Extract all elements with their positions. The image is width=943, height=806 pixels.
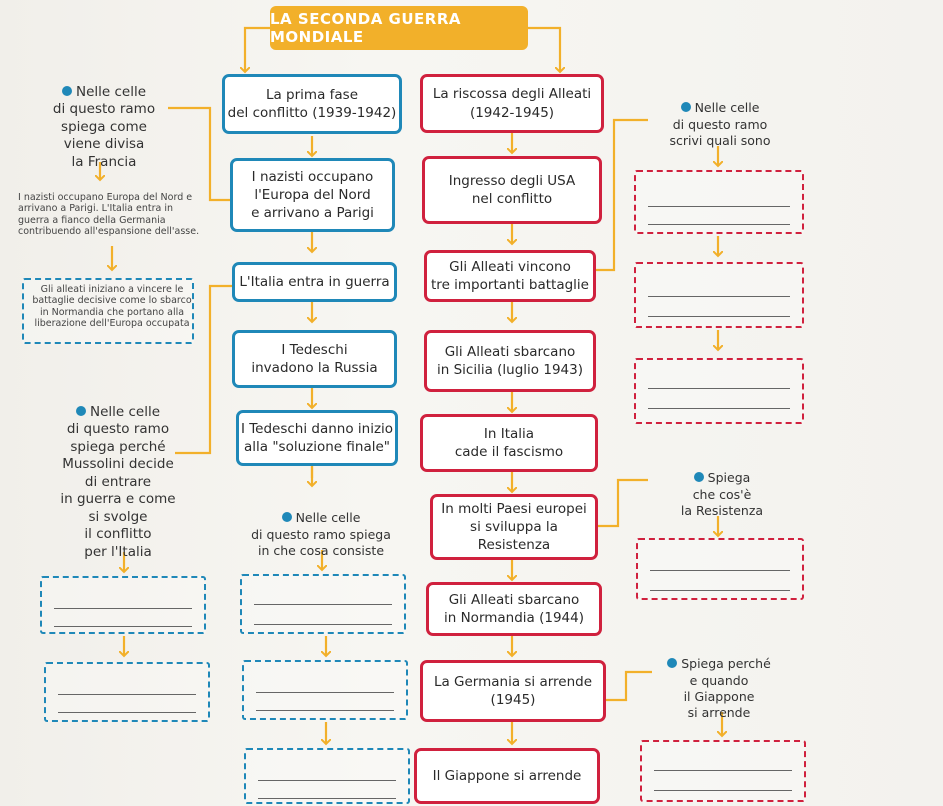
prompt-center: Nelle celle di questo ramo spiega in che cosa consiste — [251, 510, 391, 558]
prompt-right-1: Nelle celle di questo ramo scrivi quali sono — [669, 100, 771, 148]
answer-cell-right-4[interactable] — [636, 538, 804, 600]
branch-left-1 — [168, 108, 230, 200]
branch-right-2 — [596, 480, 648, 526]
red-node-9: Il Giappone si arrende — [414, 748, 600, 804]
blue-node-5: I Tedeschi danno inizio alla "soluzione finale" — [236, 410, 398, 466]
blue-node-2: I nazisti occupano l'Europa del Nord e arrivano a Parigi — [230, 158, 395, 232]
red-node-3: Gli Alleati vincono tre importanti battaglie — [424, 250, 596, 302]
red-node-4: Gli Alleati sbarcano in Sicilia (luglio 1943) — [424, 330, 596, 392]
prompt-right-2: Spiega che cos'è la Resistenza — [680, 470, 764, 518]
blue-node-1: La prima fase del conflitto (1939-1942) — [222, 74, 402, 134]
bullet-dot — [76, 406, 86, 416]
prompt-right-3: Spiega perché e quando il Giappone si arrende — [658, 640, 780, 721]
filled-note-1: I nazisti occupano Europa del Nord e arrivano a Parigi. L'Italia entra in guerra a fianco della Germania contribuendo all'espansione dell'asse. — [18, 192, 200, 238]
answer-cell-right-5[interactable] — [640, 740, 806, 802]
bullet-dot — [62, 86, 72, 96]
answer-cell-center-2[interactable] — [242, 660, 408, 720]
prompt-left-1: Nelle celle di questo ramo spiega come viene divisa la Francia — [52, 83, 156, 170]
bullet-dot — [282, 512, 292, 522]
answer-cell-center-1[interactable] — [240, 574, 406, 634]
prompt-left-2: Nelle celle di questo ramo spiega perché Mussolini decide di entrare in guerra e come si svolge il conflitto per l'Italia — [60, 403, 176, 560]
answer-cell-left-2[interactable] — [44, 662, 210, 722]
answer-cell-right-1[interactable] — [634, 170, 804, 234]
answer-cell-right-2[interactable] — [634, 262, 804, 328]
map-title: LA SECONDA GUERRA MONDIALE — [270, 6, 528, 50]
red-node-6: In molti Paesi europei si sviluppa la Resistenza — [430, 494, 598, 560]
answer-cell-right-3[interactable] — [634, 358, 804, 424]
red-node-7: Gli Alleati sbarcano in Normandia (1944) — [426, 582, 602, 636]
bullet-dot — [667, 658, 677, 668]
branch-right-3 — [606, 672, 652, 700]
filled-note-2: Gli alleati iniziano a vincere le battaglie decisive come lo sbarco in Normandia che portano alla liberazione dell'Europa occupata — [32, 284, 192, 330]
bullet-dot — [681, 102, 691, 112]
red-node-8: La Germania si arrende (1945) — [420, 660, 606, 722]
answer-cell-left-1[interactable] — [40, 576, 206, 634]
red-node-2: Ingresso degli USA nel conflitto — [422, 156, 602, 224]
blue-node-3: L'Italia entra in guerra — [232, 262, 397, 302]
title-to-blue-arrow — [245, 28, 270, 72]
red-node-1: La riscossa degli Alleati (1942-1945) — [420, 74, 604, 133]
bullet-dot — [694, 472, 704, 482]
answer-cell-center-3[interactable] — [244, 748, 410, 804]
red-node-5: In Italia cade il fascismo — [420, 414, 598, 472]
title-to-red-arrow — [528, 28, 560, 72]
blue-node-4: I Tedeschi invadono la Russia — [232, 330, 397, 388]
